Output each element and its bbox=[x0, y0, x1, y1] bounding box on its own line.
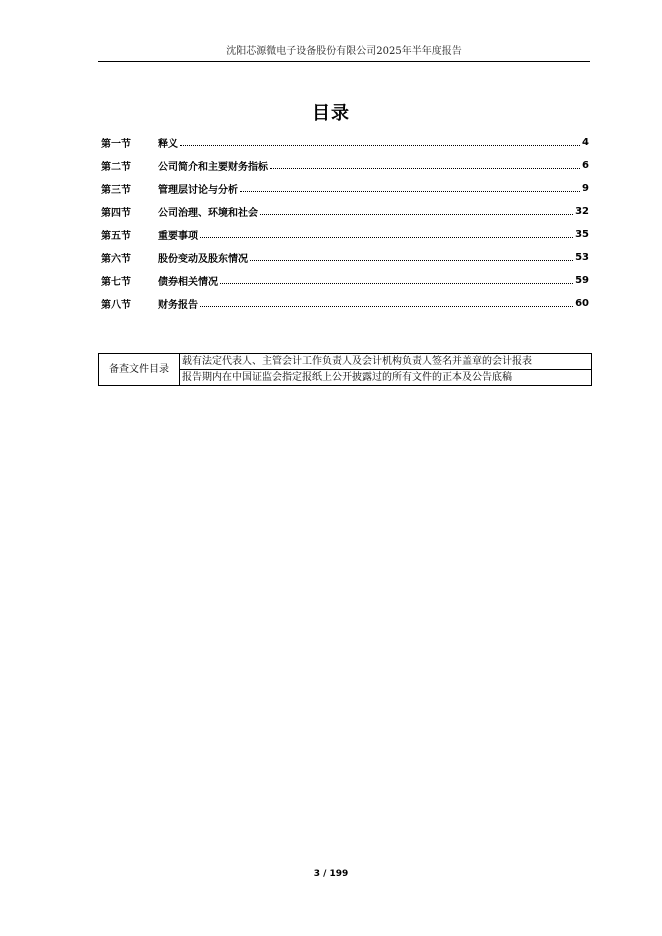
header-divider bbox=[98, 61, 590, 62]
toc-entry[interactable] bbox=[101, 246, 589, 269]
toc-dot-leader bbox=[270, 168, 580, 169]
page-number-footer: 3 / 199 bbox=[313, 869, 349, 879]
reference-docs-label: 备查文件目录 bbox=[99, 354, 180, 386]
toc-entry[interactable] bbox=[101, 200, 589, 223]
toc-section-title: 释义 bbox=[158, 139, 178, 150]
toc-section-number: 第七节 bbox=[101, 277, 131, 288]
toc-dot-leader bbox=[250, 260, 573, 261]
toc-section-title: 财务报告 bbox=[158, 300, 198, 311]
toc-section-title: 管理层讨论与分析 bbox=[158, 185, 238, 196]
toc-section-number: 第一节 bbox=[101, 139, 131, 150]
toc-entry[interactable] bbox=[101, 131, 589, 154]
toc-section-title: 公司治理、环境和社会 bbox=[158, 208, 258, 219]
toc-dot-leader bbox=[200, 306, 573, 307]
toc-entry[interactable] bbox=[101, 292, 589, 315]
toc-dot-leader bbox=[180, 145, 580, 146]
toc-section-number: 第八节 bbox=[101, 300, 131, 311]
reference-doc-item: 载有法定代表人、主管会计工作负责人及会计机构负责人签名并盖章的会计报表 bbox=[180, 354, 592, 370]
page-title: 目录 bbox=[312, 103, 350, 124]
toc-entry[interactable] bbox=[101, 154, 589, 177]
toc-page-number: 32 bbox=[575, 206, 589, 217]
toc-dot-leader bbox=[240, 191, 580, 192]
toc-section-title: 公司简介和主要财务指标 bbox=[158, 162, 268, 173]
toc-page-number: 6 bbox=[582, 160, 589, 171]
toc-page-number: 9 bbox=[582, 183, 589, 194]
toc-section-number: 第六节 bbox=[101, 254, 131, 265]
table-row bbox=[99, 354, 592, 370]
toc-page-number: 60 bbox=[575, 298, 589, 309]
toc-dot-leader bbox=[200, 237, 573, 238]
toc-entry[interactable] bbox=[101, 177, 589, 200]
toc-page-number: 59 bbox=[575, 275, 589, 286]
toc-section-title: 股份变动及股东情况 bbox=[158, 254, 248, 265]
toc-section-number: 第五节 bbox=[101, 231, 131, 242]
toc-section-number: 第二节 bbox=[101, 162, 131, 173]
table-of-contents bbox=[101, 131, 589, 315]
toc-section-title: 重要事项 bbox=[158, 231, 198, 242]
reference-documents-table bbox=[98, 353, 592, 386]
toc-entry[interactable] bbox=[101, 269, 589, 292]
toc-page-number: 35 bbox=[575, 229, 589, 240]
toc-entry[interactable] bbox=[101, 223, 589, 246]
toc-dot-leader bbox=[260, 214, 573, 215]
toc-dot-leader bbox=[220, 283, 573, 284]
running-header: 沈阳芯源微电子设备股份有限公司2025年半年度报告 bbox=[226, 46, 462, 57]
reference-doc-item: 报告期内在中国证监会指定报纸上公开披露过的所有文件的正本及公告底稿 bbox=[180, 370, 592, 386]
toc-page-number: 4 bbox=[582, 137, 589, 148]
toc-page-number: 53 bbox=[575, 252, 589, 263]
toc-section-title: 债券相关情况 bbox=[158, 277, 218, 288]
toc-section-number: 第四节 bbox=[101, 208, 131, 219]
toc-section-number: 第三节 bbox=[101, 185, 131, 196]
